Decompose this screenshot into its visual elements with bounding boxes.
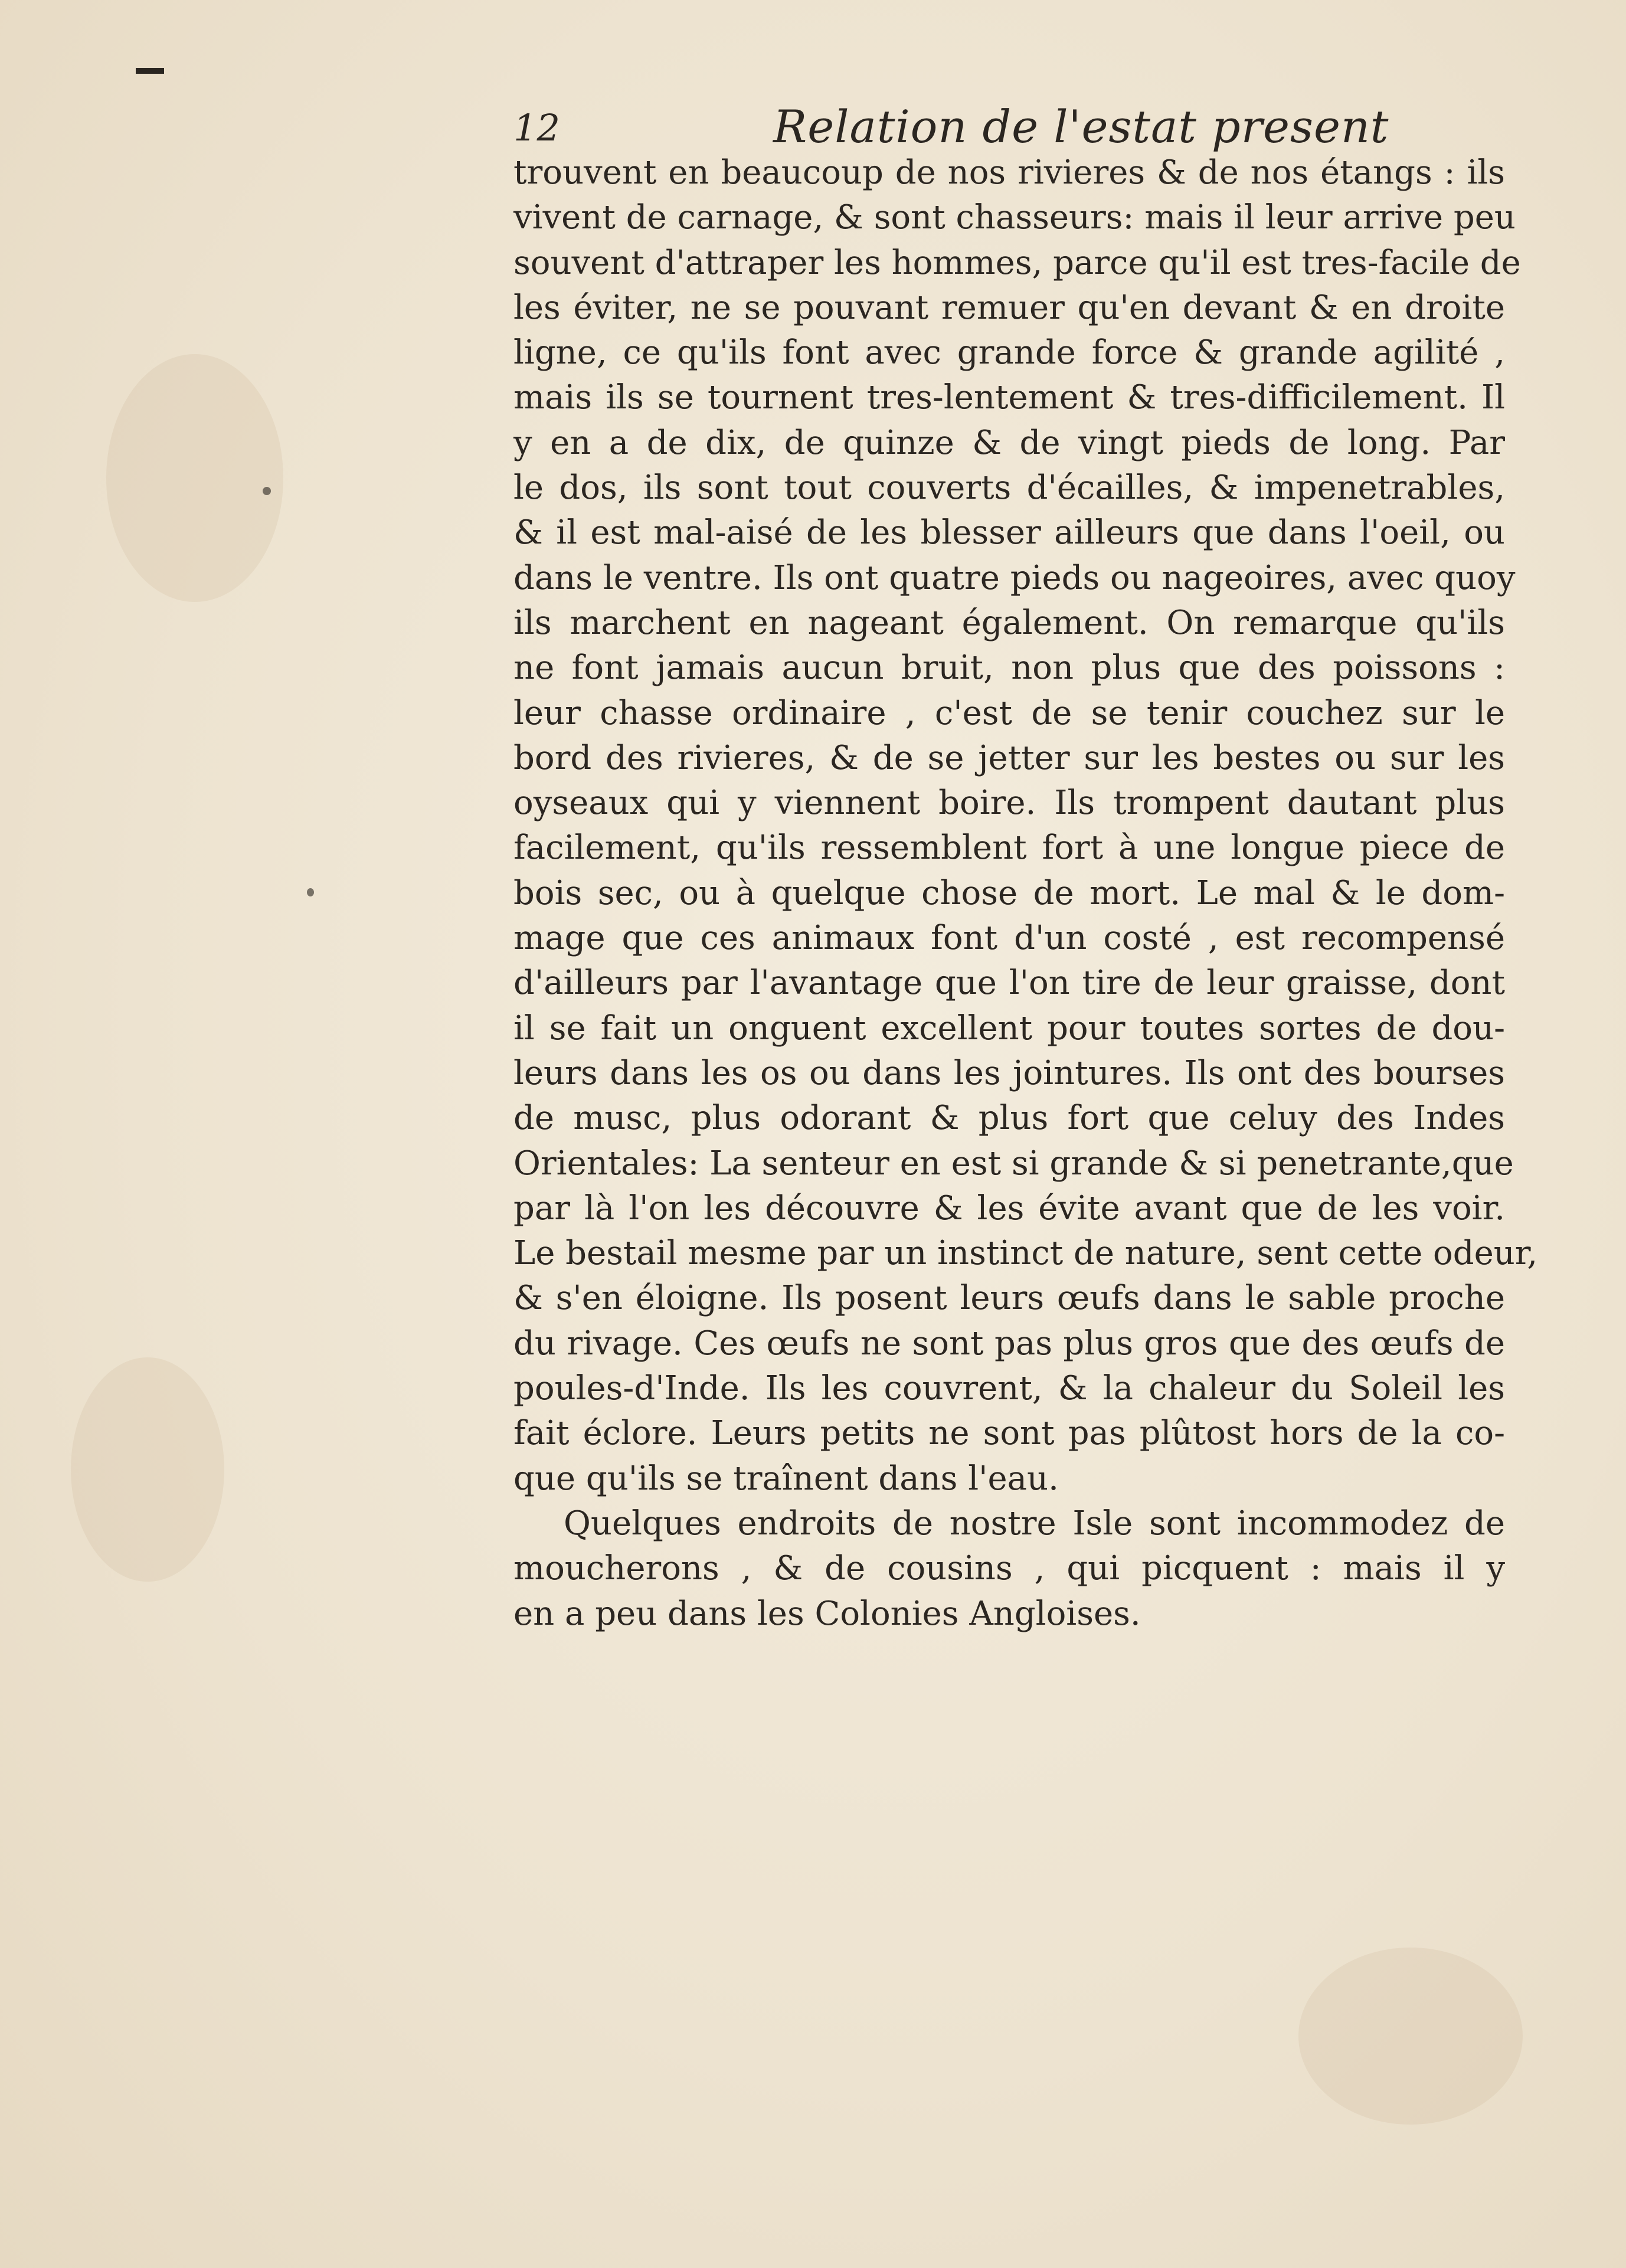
text-line: le dos, ils sont tout couverts d'écailles, & impenetrables, — [513, 469, 1505, 508]
text-line: les éviter, ne se pouvant remuer qu'en devant & en droite — [513, 288, 1505, 327]
text-line: leurs dans les os ou dans les jointures. Ils ont des bourses — [513, 1053, 1505, 1092]
text-line: leur chasse ordinaire , c'est de se tenir couchez sur le — [513, 693, 1505, 732]
text-line: oyseaux qui y viennent boire. Ils trompent dautant plus — [513, 784, 1505, 823]
text-line: bord des rivieres, & de se jetter sur les bestes ou sur les — [513, 738, 1505, 777]
paper-stain — [106, 354, 283, 602]
text-line: Le bestail mesme par un instinct de nature, sent cette odeur, — [513, 1234, 1538, 1273]
text-line: ils marchent en nageant également. On remarque qu'ils — [513, 603, 1505, 642]
text-line: & s'en éloigne. Ils posent leurs œufs dans le sable proche — [513, 1279, 1505, 1318]
text-line: Quelques endroits de nostre Isle sont incommodez de — [564, 1504, 1505, 1543]
paper-stain — [1298, 1948, 1523, 2125]
text-line: Orientales: La senteur en est si grande & si penetrante,que — [513, 1144, 1514, 1183]
text-line: moucherons , & de cousins , qui picquent : mais il y — [513, 1549, 1505, 1588]
running-title: Relation de l'estat present — [773, 100, 1389, 153]
text-line: de musc, plus odorant & plus fort que celuy des Indes — [513, 1099, 1505, 1138]
text-line: que qu'ils se traînent dans l'eau. — [513, 1459, 1059, 1498]
ink-dot-mark — [307, 888, 314, 896]
text-line: trouvent en beaucoup de nos rivieres & de nos étangs : ils — [513, 153, 1505, 192]
page-number: 12 — [513, 106, 560, 149]
text-line: ligne, ce qu'ils font avec grande force & grande agilité , — [513, 333, 1505, 372]
ink-dot-mark — [263, 487, 271, 495]
paragraph — [513, 1501, 1505, 1637]
text-line: facilement, qu'ils ressemblent fort à une longue piece de — [513, 829, 1505, 868]
text-line: il se fait un onguent excellent pour toutes sortes de dou- — [513, 1009, 1505, 1048]
paragraph — [513, 150, 1538, 1501]
text-line: fait éclore. Leurs petits ne sont pas plûtost hors de la co- — [513, 1414, 1505, 1453]
text-line: & il est mal-aisé de les blesser ailleurs que dans l'oeil, ou — [513, 513, 1505, 552]
text-line: y en a de dix, de quinze & de vingt pieds de long. Par — [513, 423, 1505, 462]
text-line: par là l'on les découvre & les évite avant que de les voir. — [513, 1189, 1505, 1228]
text-line: poules-d'Inde. Ils les couvrent, & la chaleur du Soleil les — [513, 1369, 1505, 1408]
text-line: du rivage. Ces œufs ne sont pas plus gros que des œufs de — [513, 1324, 1505, 1363]
paper-stain — [71, 1357, 224, 1582]
text-line: vivent de carnage, & sont chasseurs: mais il leur arrive peu — [513, 198, 1516, 237]
text-line: en a peu dans les Colonies Angloises. — [513, 1594, 1141, 1633]
text-line: d'ailleurs par l'avantage que l'on tire de leur graisse, dont — [513, 964, 1505, 1003]
text-line: mage que ces animaux font d'un costé , est recompensé — [513, 919, 1505, 958]
text-line: dans le ventre. Ils ont quatre pieds ou nageoires, avec quoy — [513, 558, 1516, 597]
ink-dash-mark — [136, 68, 164, 74]
text-line: souvent d'attraper les hommes, parce qu'il est tres-facile de — [513, 243, 1521, 282]
text-line: ne font jamais aucun bruit, non plus que des poissons : — [513, 649, 1505, 688]
text-line: bois sec, ou à quelque chose de mort. Le mal & le dom- — [513, 873, 1505, 912]
text-line: mais ils se tournent tres-lentement & tres-difficilement. Il — [513, 378, 1505, 417]
body-text — [513, 150, 1538, 1637]
